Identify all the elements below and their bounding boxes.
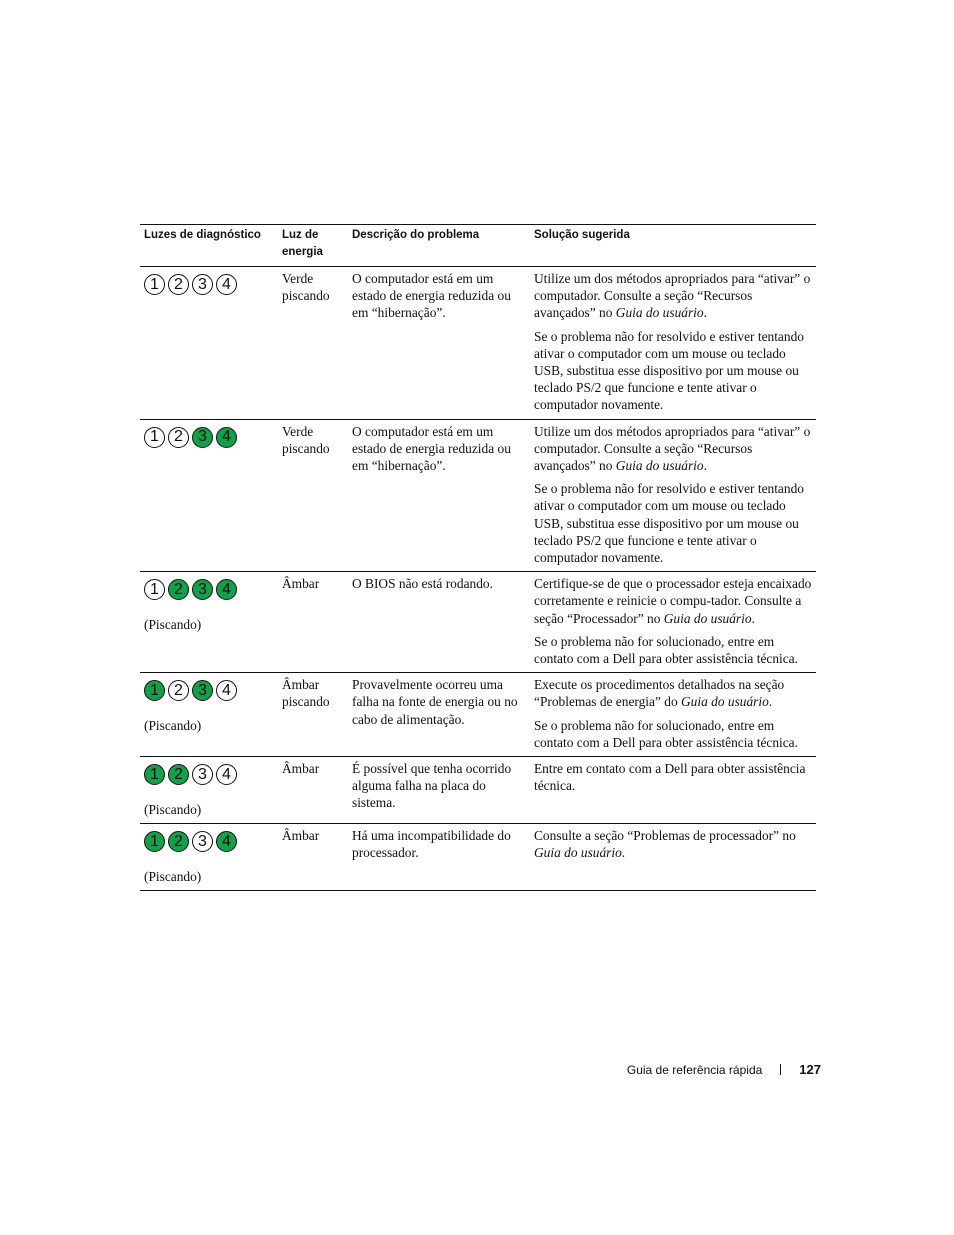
suggested-solution-cell <box>530 419 816 572</box>
suggested-solution-cell <box>530 673 816 757</box>
solution-text: Utilize um dos métodos apropriados para “ativar” o computador. Consulte a seção “Recursos avançados” no <box>534 423 811 474</box>
guide-reference: Guia do usuário <box>681 694 769 710</box>
blinking-note: (Piscando) <box>144 617 202 633</box>
solution-paragraph <box>534 270 812 322</box>
solution-text: Execute os procedimentos detalhados na seção “Problemas de energia” do <box>534 677 785 710</box>
diagnostic-lights-table-container <box>140 224 816 891</box>
diagnostic-led-3-icon: 3 <box>192 274 213 295</box>
power-light-cell: Âmbar <box>278 757 348 824</box>
diagnostic-led-1-icon: 1 <box>144 831 165 852</box>
solution-paragraph <box>534 760 812 794</box>
diagnostic-lights-cell <box>140 673 278 757</box>
diagnostic-led-3-icon: 3 <box>192 579 213 600</box>
diagnostic-led-2-icon: 2 <box>168 764 189 785</box>
header-power-light: Luz de energia <box>278 225 348 267</box>
table-body <box>140 267 816 891</box>
guide-reference: Guia do usuário <box>615 305 704 321</box>
power-light-cell: Âmbar <box>278 824 348 891</box>
diagnostic-led-4-icon: 4 <box>216 680 237 701</box>
blinking-note: (Piscando) <box>144 869 202 885</box>
diagnostic-lights-cell <box>140 572 278 673</box>
footer-title: Guia de referência rápida <box>626 1062 763 1077</box>
solution-paragraph <box>534 633 812 667</box>
suggested-solution-cell <box>530 572 816 673</box>
solution-paragraph <box>534 827 812 861</box>
solution-text: Se o problema não for solucionado, entre em contato com a Dell para obter assistência técnica. <box>534 633 798 667</box>
diagnostic-led-1-icon: 1 <box>144 764 165 785</box>
diagnostic-lights-cell <box>140 824 278 891</box>
diagnostic-lights-table <box>140 224 816 891</box>
diagnostic-led-4-icon: 4 <box>216 579 237 600</box>
diagnostic-led-2-icon: 2 <box>168 274 189 295</box>
page-number: 127 <box>799 1062 821 1077</box>
diagnostic-lights-cell <box>140 419 278 572</box>
led-pattern <box>144 764 274 785</box>
table-row <box>140 673 816 757</box>
problem-description-cell: O computador está em um estado de energia reduzida ou em “hibernação”. <box>348 267 530 420</box>
diagnostic-led-4-icon: 4 <box>216 274 237 295</box>
suggested-solution-cell <box>530 267 816 420</box>
solution-text: Entre em contato com a Dell para obter assistência técnica. <box>534 761 806 794</box>
problem-description-cell: Há uma incompatibilidade do processador. <box>348 824 530 891</box>
problem-description-cell: Provavelmente ocorreu uma falha na fonte de energia ou no cabo de alimentação. <box>348 673 530 757</box>
diagnostic-led-3-icon: 3 <box>192 831 213 852</box>
diagnostic-led-4-icon: 4 <box>216 831 237 852</box>
blinking-note: (Piscando) <box>144 802 202 818</box>
solution-paragraph <box>534 575 812 627</box>
solution-text: Certifique-se de que o processador esteja encaixado corretamente e reinicie o compu-tador. Consulte a seção “Processador” no <box>534 576 812 626</box>
table-row <box>140 267 816 420</box>
page-footer <box>627 1062 821 1077</box>
solution-text: Se o problema não for solucionado, entre em contato com a Dell para obter assistência técnica. <box>534 717 798 750</box>
diagnostic-led-4-icon: 4 <box>216 764 237 785</box>
power-light-cell: Verde piscando <box>278 419 348 572</box>
solution-paragraph <box>534 717 812 751</box>
diagnostic-led-2-icon: 2 <box>168 680 189 701</box>
diagnostic-led-3-icon: 3 <box>192 764 213 785</box>
solution-text: Se o problema não for resolvido e estiver tentando ativar o computador com um mouse ou teclado USB, substitua esse dispositivo por um mouse ou teclado PS/2 que funcione e tente ativar o computador novamente. <box>534 481 804 566</box>
diagnostic-led-1-icon: 1 <box>144 427 165 448</box>
solution-paragraph <box>534 676 812 710</box>
diagnostic-lights-cell <box>140 757 278 824</box>
header-diagnostic-lights: Luzes de diagnóstico <box>140 225 278 267</box>
guide-reference: Guia do usuário <box>534 845 622 861</box>
diagnostic-led-2-icon: 2 <box>168 579 189 600</box>
led-pattern <box>144 274 274 295</box>
solution-paragraph <box>534 480 812 566</box>
diagnostic-led-4-icon: 4 <box>216 427 237 448</box>
diagnostic-led-2-icon: 2 <box>168 831 189 852</box>
solution-end: . <box>768 694 773 710</box>
diagnostic-led-3-icon: 3 <box>192 680 213 701</box>
solution-text: Consulte a seção “Problemas de processador” no <box>534 828 796 844</box>
diagnostic-led-1-icon: 1 <box>144 680 165 701</box>
suggested-solution-cell <box>530 757 816 824</box>
guide-reference: Guia do usuário <box>615 458 704 474</box>
led-pattern <box>144 831 274 852</box>
table-row <box>140 572 816 673</box>
solution-text: Se o problema não for resolvido e estiver tentando ativar o computador com um mouse ou teclado USB, substitua esse dispositivo por um mouse ou teclado PS/2 que funcione e tente ativar o computador novamente. <box>534 328 804 413</box>
problem-description-cell: O BIOS não está rodando. <box>348 572 530 673</box>
power-light-cell: Verde piscando <box>278 267 348 420</box>
table-header-row <box>140 225 816 267</box>
solution-end: . <box>703 458 707 474</box>
diagnostic-lights-cell <box>140 267 278 420</box>
table-row <box>140 757 816 824</box>
led-pattern <box>144 680 274 701</box>
solution-end: . <box>703 305 707 321</box>
guide-reference: Guia do usuário <box>663 610 752 626</box>
diagnostic-led-2-icon: 2 <box>168 427 189 448</box>
solution-end: . <box>621 845 626 861</box>
diagnostic-led-1-icon: 1 <box>144 579 165 600</box>
diagnostic-led-1-icon: 1 <box>144 274 165 295</box>
led-pattern <box>144 579 274 600</box>
diagnostic-led-3-icon: 3 <box>192 427 213 448</box>
table-row <box>140 419 816 572</box>
power-light-cell: Âmbar piscando <box>278 673 348 757</box>
suggested-solution-cell <box>530 824 816 891</box>
solution-text: Utilize um dos métodos apropriados para “ativar” o computador. Consulte a seção “Recursos avançados” no <box>534 271 811 321</box>
footer-separator <box>780 1064 781 1075</box>
power-light-cell: Âmbar <box>278 572 348 673</box>
solution-paragraph <box>534 328 812 414</box>
solution-end: . <box>751 610 755 626</box>
problem-description-cell: O computador está em um estado de energia reduzida ou em “hibernação”. <box>348 419 530 572</box>
led-pattern <box>144 427 274 448</box>
solution-paragraph <box>534 423 812 475</box>
header-suggested-solution: Solução sugerida <box>530 225 816 267</box>
table-row <box>140 824 816 891</box>
problem-description-cell: É possível que tenha ocorrido alguma falha na placa do sistema. <box>348 757 530 824</box>
blinking-note: (Piscando) <box>144 718 202 734</box>
header-problem-description: Descrição do problema <box>348 225 530 267</box>
